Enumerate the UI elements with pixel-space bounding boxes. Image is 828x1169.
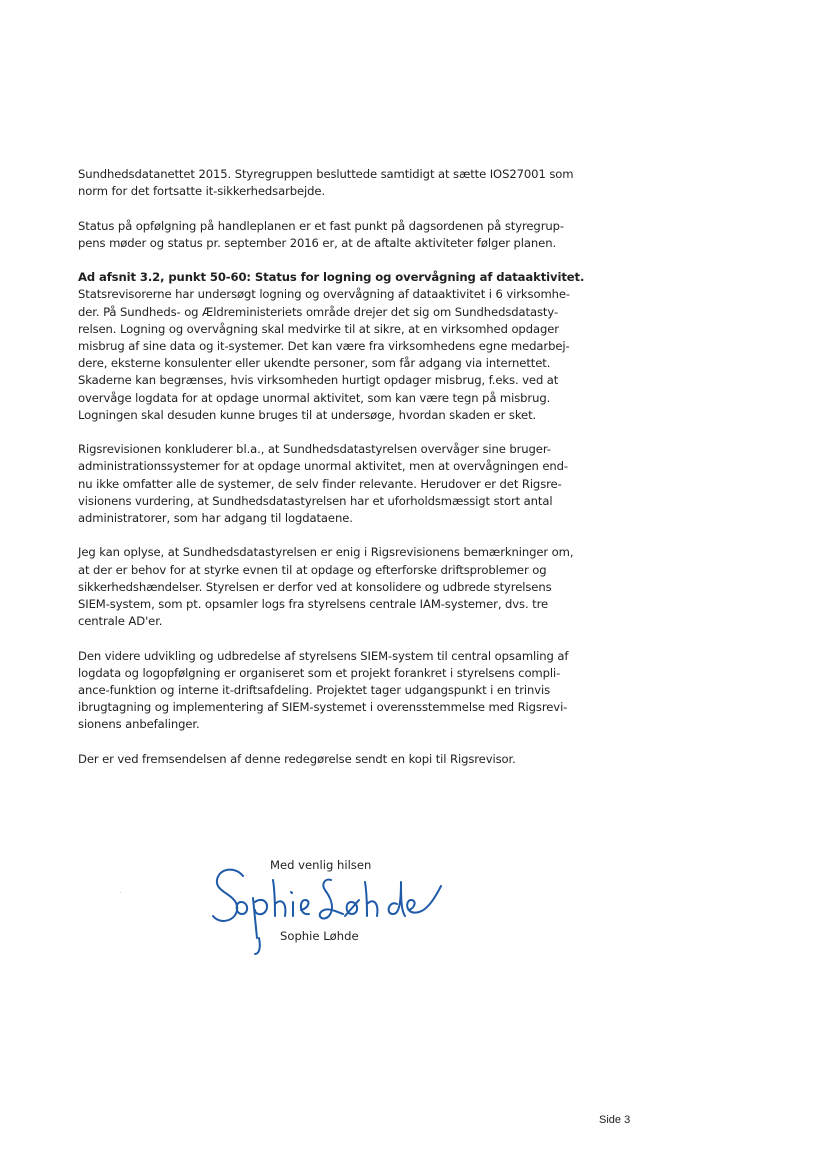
paragraph-agreement [78, 544, 578, 630]
text-line: nu ikke omfatter alle de systemer, de selv finder relevante. Herudover er det Rigsre- [78, 476, 562, 491]
text-line: Status på opfølgning på handleplanen er et fast punkt på dagsordenen på styregrup- [78, 218, 564, 233]
text-line: relsen. Logning og overvågning skal medvirke til at sikre, at en virksomhed opdager [78, 321, 559, 336]
text-line: sikkerhedshændelser. Styrelsen er derfor ved at konsolidere og udbrede styrelsens [78, 579, 552, 594]
text-line: sionens anbefalinger. [78, 717, 200, 732]
closing-salutation: Med venlig hilsen [270, 858, 372, 872]
text-line: visionens vurdering, at Sundhedsdatastyrelsen har et uforholdsmæssigt stort antal [78, 493, 553, 508]
text-line: Rigsrevisionen konkluderer bl.a., at Sundhedsdatastyrelsen overvåger sine bruger- [78, 442, 551, 457]
scan-speck [120, 892, 121, 893]
text-line: ance-funktion og interne it-driftsafdeling. Projektet tager udgangspunkt i en trinvis [78, 683, 551, 698]
text-line: misbrug af sine data og it-systemer. Det kan være fra virksomhedens egne medarbej- [78, 339, 570, 353]
text-line: dere, eksterne konsulenter eller ukendte personer, som får adgang via internettet. [78, 356, 551, 371]
paragraph-iso-norm [78, 166, 578, 200]
text-line: SIEM-system, som pt. opsamler logs fra styrelsens centrale IAM-systemer, dvs. tre [78, 597, 549, 612]
section-heading: Ad afsnit 3.2, punkt 50-60: Status for logning og overvågning af dataaktivitet. [78, 270, 585, 285]
text-line: ibrugtagning og implementering af SIEM-systemet i overensstemmelse med Rigsrevi- [78, 700, 568, 715]
paragraph-section-3-2 [78, 269, 585, 424]
text-line: administrationssystemer for at opdage unormal aktivitet, men at overvågningen end- [78, 459, 568, 474]
signer-name: Sophie Løhde [280, 929, 359, 943]
paragraph-siem-development [78, 648, 578, 734]
paragraph-copy-notice [78, 751, 578, 768]
paragraph-status-followup [78, 218, 578, 252]
paragraph-rigsrevision-conclusion [78, 441, 578, 527]
text-line: Logningen skal desuden kunne bruges til at undersøge, hvordan skaden er sket. [78, 407, 537, 422]
text-line: centrale AD'er. [78, 614, 163, 629]
text-line: at der er behov for at styrke evnen til at opdage og efterforske driftsproblemer og [78, 562, 547, 577]
text-line: Sundhedsdatanettet 2015. Styregruppen besluttede samtidigt at sætte IOS27001 som [78, 167, 574, 181]
text-line: Statsrevisorerne har undersøgt logning og overvågning af dataaktivitet i 6 virksomhe- [78, 287, 571, 302]
page-number: Side 3 [599, 1114, 631, 1126]
text-line: pens møder og status pr. september 2016 er, at de aftalte aktiviteter følger planen. [78, 235, 557, 250]
text-line: administratorer, som har adgang til logdataene. [78, 511, 353, 526]
text-line: Skaderne kan begrænses, hvis virksomheden hurtigt opdager misbrug, f.eks. ved at [78, 373, 559, 388]
text-line: logdata og logopfølgning er organiseret som et projekt forankret i styrelsens compli- [78, 665, 561, 680]
text-line: der. På Sundheds- og Ældreministeriets område drejer det sig om Sundhedsdatasty- [78, 304, 559, 319]
text-line: Der er ved fremsendelsen af denne redegørelse sendt en kopi til Rigsrevisor. [78, 751, 516, 766]
text-line: overvåge logdata for at opdage unormal aktivitet, som kan være tegn på misbrug. [78, 390, 551, 405]
text-line: Den videre udvikling og udbredelse af styrelsens SIEM-system til central opsamling af [78, 648, 569, 663]
letter-body [78, 166, 585, 785]
text-line: Jeg kan oplyse, at Sundhedsdatastyrelsen er enig i Rigsrevisionens bemærkninger om, [78, 545, 574, 560]
text-line: norm for det fortsatte it-sikkerhedsarbejde. [78, 184, 326, 199]
